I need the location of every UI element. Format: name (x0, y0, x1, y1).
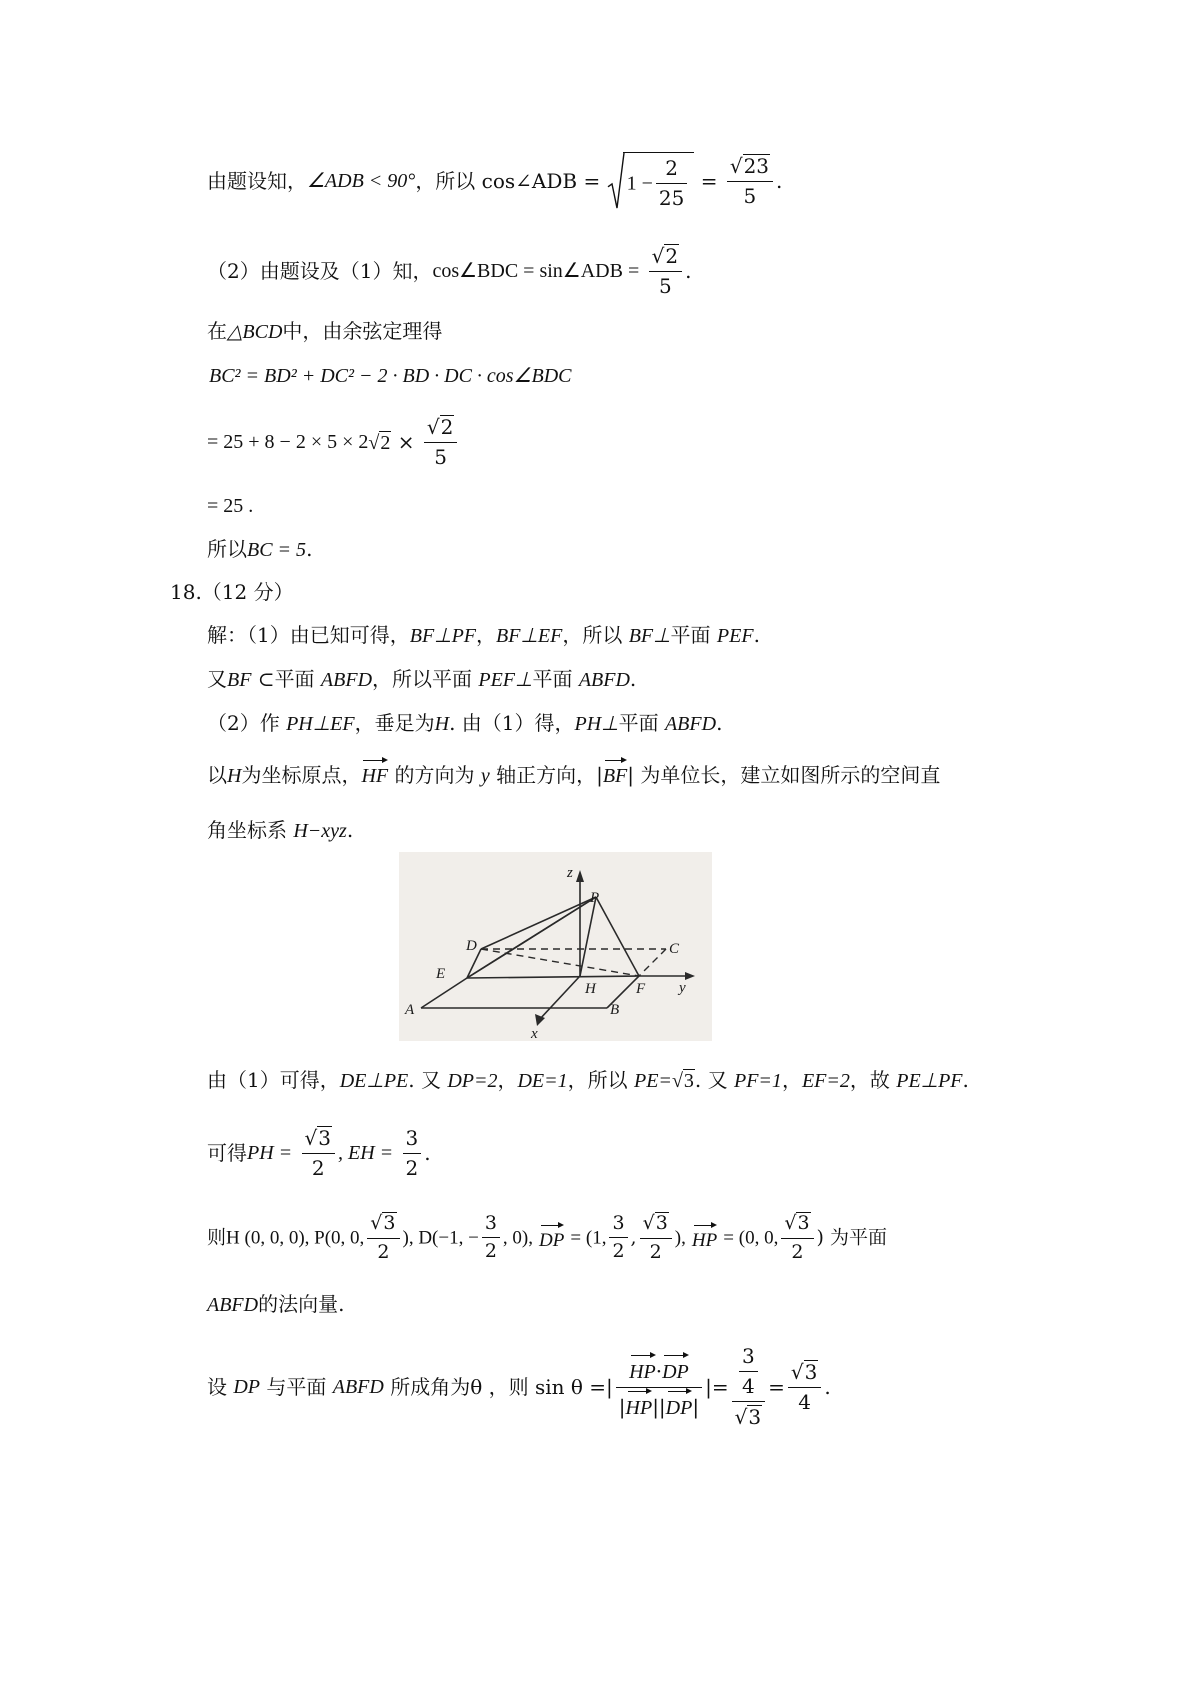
plane-abfd: ABFD (664, 713, 717, 735)
vector-hp: HP (692, 1225, 717, 1250)
label-p: P (590, 890, 600, 906)
pf-1: PF=1 (734, 1070, 782, 1092)
vector-dp: DP (539, 1225, 564, 1250)
period: . (306, 537, 313, 561)
plane-pef: PEF (716, 625, 754, 647)
ef-2: EF=2 (801, 1070, 850, 1092)
y-arrow-icon (685, 972, 695, 980)
label-b: B (610, 1002, 620, 1018)
line-13-lead: 角坐标系 (207, 818, 287, 842)
sep: ， (497, 1068, 518, 1092)
line-1: 由题设知，∠ADB < 90°，所以 cos∠ADB = 1 − $\frac{2}{25}$ = $\frac{√23}{5}$ . (207, 154, 783, 210)
line-7 (207, 539, 312, 560)
frac-den: 2 (377, 1240, 390, 1263)
inner-den: 4 (741, 1374, 755, 1398)
line-12 (207, 760, 940, 786)
sqrt-2-num: 2 (440, 415, 454, 439)
line-2: （2）由题设及（1）知，cos∠BDC = sin∠ADB = $\frac{√2}{5}$ . (207, 244, 692, 298)
line-11-mid: ，垂足为 (354, 711, 435, 735)
vector-hp-end: ) 为平面 (816, 1226, 887, 1249)
frac-den: 2 (791, 1240, 804, 1263)
line-14: 由（1）可得，DE⊥PE. 又 DP=2，DE=1，所以 PE=√3. 又 PF=1，EF=2，故 PE⊥PF. (207, 1068, 969, 1092)
sep: ， (476, 623, 497, 647)
problem-18-header: 18.（12 分） (170, 580, 294, 604)
coordinate-system: H−xyz (293, 820, 347, 842)
line-16: 则H (0, 0, 0), P(0, 0, $\frac{√3}{2}$ ), D(−1, − $\frac{3}{2}$ , 0), DP = (1, $\frac{3}{2}$ , $\frac{√3}{2}$ ), HP = (0, 0, $\frac{√3}{2}$ ) 为平面 (207, 1211, 887, 1263)
z-arrow-icon (576, 870, 584, 882)
sqrt-3: 3 (797, 1212, 810, 1234)
sqrt-23: 23 (743, 154, 770, 178)
sqrt-3: 3 (804, 1360, 818, 1384)
frac-num: 3 (609, 1213, 627, 1239)
line-5: = 25 + 8 − 2 × 5 × 2√2 × $\frac{√2}{5}$ (207, 415, 460, 469)
line-2-lead: （2）由题设及（1）知， (207, 259, 433, 283)
inner-num: 3 (739, 1345, 758, 1372)
result-den: 5 (743, 184, 757, 208)
vector-dp: DP (662, 1355, 689, 1384)
bf-perp-pf: BF⊥PF (409, 625, 477, 647)
line-2-expr: cos∠BDC = sin∠ADB = (432, 260, 640, 282)
comma: , (630, 1226, 637, 1249)
dp-2: DP=2 (447, 1070, 498, 1092)
line-9-lead: 解：（1）由已知可得， (207, 623, 410, 647)
sep: ， (781, 1068, 802, 1092)
line-10 (207, 669, 636, 690)
point-h: H (434, 713, 450, 735)
period: . (346, 818, 354, 842)
plane-abfd: ABFD (320, 669, 373, 691)
vector-hp: HP (629, 1355, 656, 1384)
result-den: 5 (658, 274, 672, 298)
figure-drawing (399, 852, 712, 1041)
bf-perp-ef: BF⊥EF (496, 625, 563, 647)
line-1-angle: ∠ADB < 90° (307, 170, 416, 192)
period: . (424, 1141, 431, 1165)
pe-perp-pf: PE⊥PF (896, 1070, 963, 1092)
sqrt-2: 2 (380, 431, 391, 454)
coords-h-p: H (0, 0, 0), P(0, 0, (226, 1227, 365, 1249)
bf: BF (227, 669, 252, 691)
line-11-mid2: . 由（1）得， (449, 711, 575, 735)
label-y: y (679, 980, 686, 996)
plane-abfd: ABFD (207, 1294, 259, 1316)
label-z: z (567, 865, 573, 881)
period: . (962, 1068, 969, 1092)
line-9 (207, 625, 760, 646)
frac-den: 4 (798, 1390, 811, 1414)
line-12-mid: 为坐标原点， (241, 763, 362, 787)
period: . (629, 667, 637, 691)
vector-dp-start: = (1, (570, 1227, 607, 1249)
geometry-figure (399, 852, 712, 1041)
line-10-mid: ，所以平面 (372, 667, 473, 691)
sqrt-3: 3 (748, 1405, 762, 1429)
de-perp-pe: DE⊥PE (339, 1070, 409, 1092)
frac-den: 25 (658, 186, 685, 210)
line-12-mid2: 的方向为 (394, 763, 475, 787)
line-1-mid: ，所以 cos∠ADB = (415, 169, 601, 193)
label-c: C (669, 941, 680, 957)
period: . (824, 1375, 831, 1399)
label-d: D (466, 938, 477, 954)
frac-num: 3 (403, 1127, 422, 1154)
text: ，故 (849, 1068, 890, 1092)
frac-den: 2 (612, 1240, 625, 1263)
subset-symbol: ⊂ (257, 667, 275, 691)
vector-hp-norm: HP (626, 1391, 653, 1420)
period: . (753, 623, 760, 647)
sqrt-3: 3 (383, 1212, 396, 1234)
edge-ae (421, 978, 467, 1008)
bc-equals-5: BC = 5 (247, 539, 307, 561)
eh-equals: , EH = (338, 1142, 394, 1164)
bf-perp: BF⊥ (628, 625, 671, 647)
vector-hp-start: = (0, 0, (723, 1227, 779, 1249)
label-f: F (636, 981, 646, 997)
vector-dp-end: ), (674, 1227, 686, 1249)
line-15: 可得PH = $\frac{√3}{2}$ , EH = $\frac{3}{2}$ . (207, 1125, 431, 1180)
radical-one: 1 − (626, 172, 653, 195)
line-5-lead: = 25 + 8 − 2 × 5 × 2 (207, 431, 369, 453)
line-18-m2: 所成角为θ ，则 sin θ =| (390, 1375, 613, 1399)
frac-den: 2 (484, 1240, 497, 1263)
vector-dp-norm: DP (666, 1391, 693, 1420)
sqrt-2: 2 (665, 244, 679, 268)
plane-abfd: ABFD (332, 1376, 384, 1398)
equals: = (700, 169, 718, 193)
frac-den: 2 (405, 1155, 419, 1180)
dot: · (655, 1358, 663, 1383)
frac-den: 2 (649, 1240, 662, 1263)
equals: = (768, 1375, 785, 1399)
ph-perp: PH⊥ (574, 713, 619, 735)
radical-expression (607, 152, 695, 210)
line-3-tail: 中，由余弦定理得 (282, 319, 443, 343)
plane-word: 平面 (274, 667, 315, 691)
label-x: x (531, 1026, 538, 1041)
de-1: DE=1 (517, 1070, 568, 1092)
line-18-m1: 与平面 (266, 1375, 327, 1399)
ph-perp-ef: PH⊥EF (286, 713, 355, 735)
line-7-lead: 所以 (207, 537, 247, 561)
triangle-bcd: △BCD (227, 321, 283, 343)
line-12-lead: 以 (207, 763, 227, 787)
line-dp: DP (233, 1376, 261, 1398)
text: ，所以 (567, 1068, 628, 1092)
pe-equals: PE= (634, 1070, 672, 1092)
sqrt-3: 3 (683, 1070, 694, 1092)
label-e: E (436, 966, 446, 982)
line-14-lead: 由（1）可得， (207, 1068, 340, 1092)
text: . 又 (408, 1068, 441, 1092)
text: . 又 (694, 1068, 728, 1092)
ph-equals: PH = (247, 1142, 293, 1164)
y-axis-letter: y (480, 765, 490, 787)
line-3-lead: 在 (207, 319, 227, 343)
point-h: H (227, 765, 242, 787)
line-18: 设 DP 与平面 ABFD 所成角为θ ，则 sin θ =| $\frac{HP\cdot DP}{|HP||DP|}$ |= $\frac{\frac{3}{4}}{√3}$ = $\frac{√3}{4}$ . (207, 1344, 831, 1429)
line-6: = 25 . (207, 495, 254, 517)
line-1-lead: 由题设知， (207, 169, 307, 193)
frac-num: 3 (482, 1213, 500, 1239)
plane-abfd: ABFD (578, 669, 630, 691)
vector-hf: HF (361, 760, 388, 786)
coords-d-end: , 0), (502, 1227, 533, 1249)
plane-word: 平面 (618, 711, 659, 735)
label-h: H (585, 981, 596, 997)
sqrt-3: 3 (318, 1126, 331, 1150)
period: . (776, 169, 783, 193)
line-9-mid: ，所以 (562, 623, 623, 647)
times: × (397, 430, 415, 454)
sqrt-3: 3 (655, 1212, 668, 1234)
line-17 (207, 1294, 344, 1315)
frac-num: 2 (656, 157, 687, 184)
line-4: BC² = BD² + DC² − 2 · BD · DC · cos∠BDC (209, 365, 572, 387)
frac-den: 2 (311, 1156, 325, 1180)
line-17-tail: 的法向量. (258, 1292, 345, 1316)
line-11-lead: （2）作 (207, 711, 280, 735)
line-3 (207, 321, 442, 342)
pef-perp: PEF⊥ (478, 669, 533, 691)
plane-word: 平面 (670, 623, 711, 647)
vector-bf: BF (603, 760, 627, 786)
line-12-tail: | 为单位长，建立如图所示的空间直 (627, 763, 941, 787)
line-13 (207, 820, 353, 841)
line-15-lead: 可得 (207, 1141, 247, 1165)
line-10-lead: 又 (207, 667, 227, 691)
line-18-lead: 设 (207, 1375, 227, 1399)
line-12-mid3: 轴正方向，| (496, 763, 603, 787)
frac-den: 5 (434, 445, 447, 469)
period: . (685, 259, 692, 283)
line-11 (207, 713, 722, 734)
period: . (716, 711, 723, 735)
line-16-lead: 则 (207, 1226, 227, 1249)
label-a: A (405, 1002, 415, 1018)
plane-word: 平面 (532, 667, 573, 691)
line-18-m3: |= (705, 1375, 729, 1399)
coords-d: ), D(−1, − (402, 1227, 479, 1249)
